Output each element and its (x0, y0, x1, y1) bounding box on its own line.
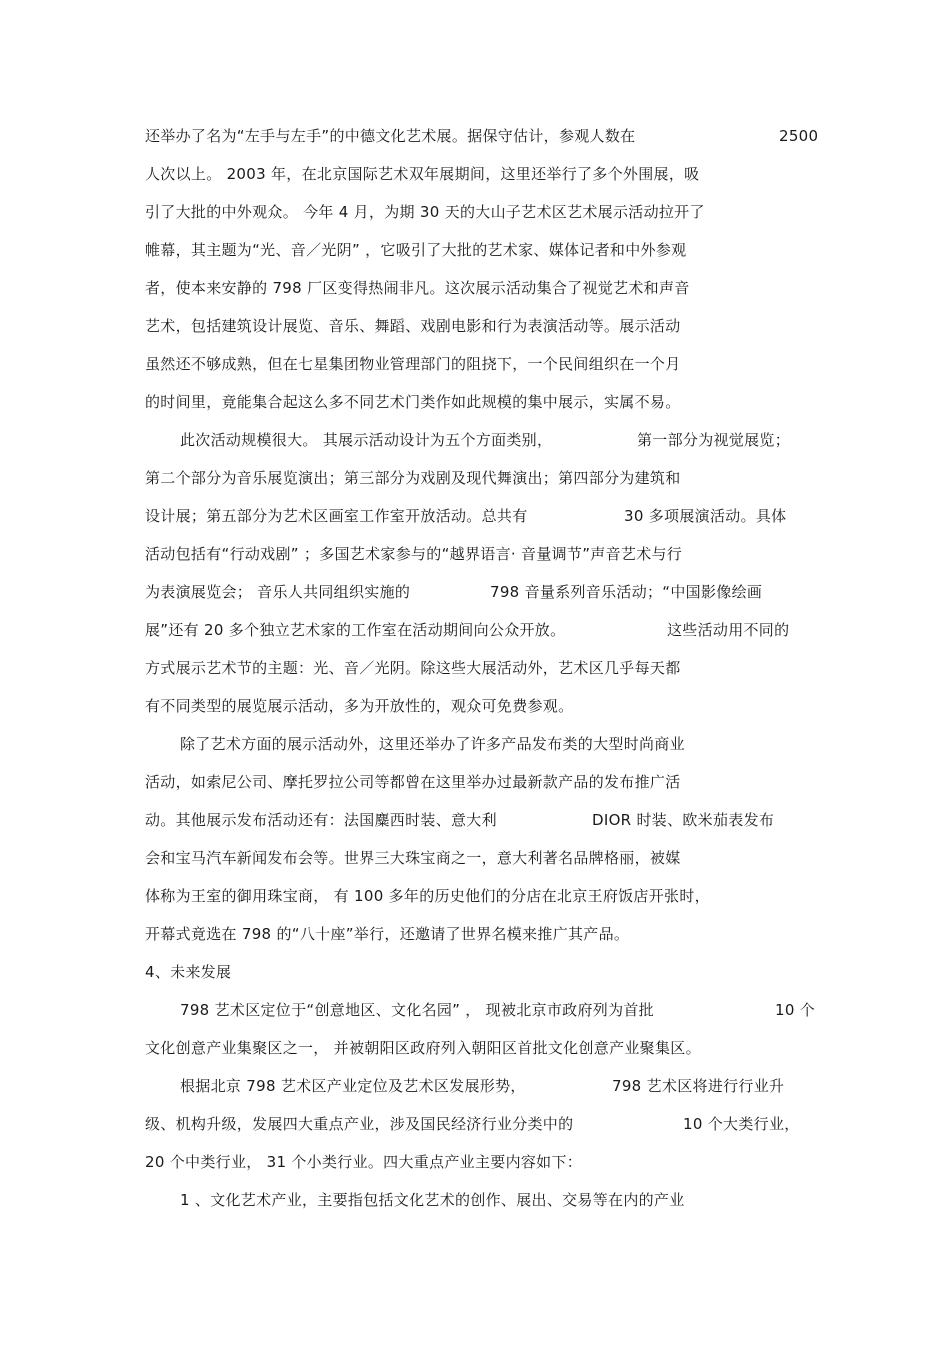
text-line (180, 428, 825, 452)
text-line (145, 656, 825, 680)
text-segment: 为表演展览会； 音乐人共同组织实施的 (145, 583, 411, 601)
text-segment: 活动，如索尼公司、摩托罗拉公司等都曾在这里举办过最新款产品的发布推广活 (145, 773, 681, 791)
text-line (145, 504, 825, 528)
text-line (145, 580, 825, 604)
text-segment: 有不同类型的展览展示活动，多为开放性的，观众可免费参观。 (145, 697, 574, 715)
text-segment: 根据北京 798 艺术区产业定位及艺术区发展形势， (180, 1077, 526, 1095)
text-segment: 30 多项展演活动。具体 (624, 507, 787, 525)
text-segment: 会和宝马汽车新闻发布会等。世界三大珠宝商之一，意大利著名品牌格丽，被媒 (145, 849, 681, 867)
text-segment: 798 艺术区将进行行业升 (612, 1077, 785, 1095)
text-segment: 文化创意产业集聚区之一， 并被朝阳区政府列入朝阳区首批文化创意产业聚集区。 (145, 1039, 701, 1057)
text-segment: 帷幕，其主题为“光、音／光阴” ，它吸引了大批的艺术家、媒体记者和中外参观 (145, 241, 687, 259)
text-segment: 10 个 (775, 1001, 816, 1019)
text-segment: 4、未来发展 (145, 963, 232, 981)
text-segment: 此次活动规模很大。 其展示活动设计为五个方面类别， (180, 431, 553, 449)
text-segment: 798 音量系列音乐活动；“中国影像绘画 (490, 583, 763, 601)
text-segment: 虽然还不够成熟，但在七星集团物业管理部门的阻挠下，一个民间组织在一个月 (145, 355, 681, 373)
text-segment: 人次以上。 2003 年，在北京国际艺术双年展期间，这里还举行了多个外围展，吸 (145, 165, 700, 183)
text-line (145, 1150, 825, 1174)
text-line (145, 542, 825, 566)
text-line (145, 238, 825, 262)
text-line (145, 808, 825, 832)
text-segment: 第二个部分为音乐展览演出；第三部分为戏剧及现代舞演出；第四部分为建筑和 (145, 469, 681, 487)
text-segment: 798 艺术区定位于“创意地区、文化名园” ， 现被北京市政府列为首批 (180, 1001, 654, 1019)
text-line (145, 124, 825, 148)
text-segment: 1 、文化艺术产业，主要指包括文化艺术的创作、展出、交易等在内的产业 (180, 1191, 685, 1209)
text-line (145, 314, 825, 338)
text-segment: 者，使本来安静的 798 厂区变得热闹非凡。这次展示活动集合了视觉艺术和声音 (145, 279, 690, 297)
text-line (145, 1112, 825, 1136)
text-segment: 还举办了名为“左手与左手”的中德文化艺术展。据保守估计，参观人数在 (145, 127, 636, 145)
text-segment: 除了艺术方面的展示活动外，这里还举办了许多产品发布类的大型时尚商业 (180, 735, 685, 753)
text-segment: 2500 (779, 127, 819, 145)
text-line (145, 846, 825, 870)
text-line (145, 200, 825, 224)
text-segment: 艺术，包括建筑设计展览、音乐、舞蹈、戏剧电影和行为表演活动等。展示活动 (145, 317, 681, 335)
text-segment: 引了大批的中外观众。 今年 4 月，为期 30 天的大山子艺术区艺术展示活动拉开了 (145, 203, 705, 221)
text-segment: 10 个大类行业， (683, 1115, 800, 1133)
text-segment: 活动包括有“行动戏剧” ；多国艺术家参与的“越界语言· 音量调节”声音艺术与行 (145, 545, 683, 563)
text-line (145, 390, 825, 414)
text-line (145, 466, 825, 490)
text-line (145, 922, 825, 946)
text-segment: DIOR 时装、欧米茄表发布 (592, 811, 775, 829)
text-line (180, 998, 825, 1022)
text-segment: 设计展；第五部分为艺术区画室工作室开放活动。总共有 (145, 507, 528, 525)
text-segment: 体称为王室的御用珠宝商， 有 100 多年的历史他们的分店在北京王府饭店开张时， (145, 887, 710, 905)
text-line (145, 162, 825, 186)
text-segment: 的时间里，竟能集合起这么多不同艺术门类作如此规模的集中展示，实属不易。 (145, 393, 681, 411)
text-segment: 动。其他展示发布活动还有：法国麋西时装、意大利 (145, 811, 497, 829)
text-line (180, 1074, 825, 1098)
text-segment: 这些活动用不同的 (667, 621, 790, 639)
text-line (145, 352, 825, 376)
text-line (145, 694, 825, 718)
text-segment: 开幕式竟选在 798 的“八十座”举行，还邀请了世界名模来推广其产品。 (145, 925, 630, 943)
section-heading (145, 960, 825, 984)
text-line (145, 770, 825, 794)
text-segment: 方式展示艺术节的主题：光、音／光阴。除这些大展活动外，艺术区几乎每天都 (145, 659, 681, 677)
text-line (145, 1036, 825, 1060)
text-line (145, 884, 825, 908)
text-segment: 展”还有 20 多个独立艺术家的工作室在活动期间向公众开放。 (145, 621, 566, 639)
text-segment: 级、机构升级，发展四大重点产业，涉及国民经济行业分类中的 (145, 1115, 574, 1133)
text-line (145, 618, 825, 642)
list-item (180, 1188, 825, 1212)
text-line (145, 276, 825, 300)
text-segment: 20 个中类行业， 31 个小类行业。四大重点产业主要内容如下： (145, 1153, 583, 1171)
text-segment: 第一部分为视觉展览； (637, 431, 791, 449)
text-line (180, 732, 825, 756)
